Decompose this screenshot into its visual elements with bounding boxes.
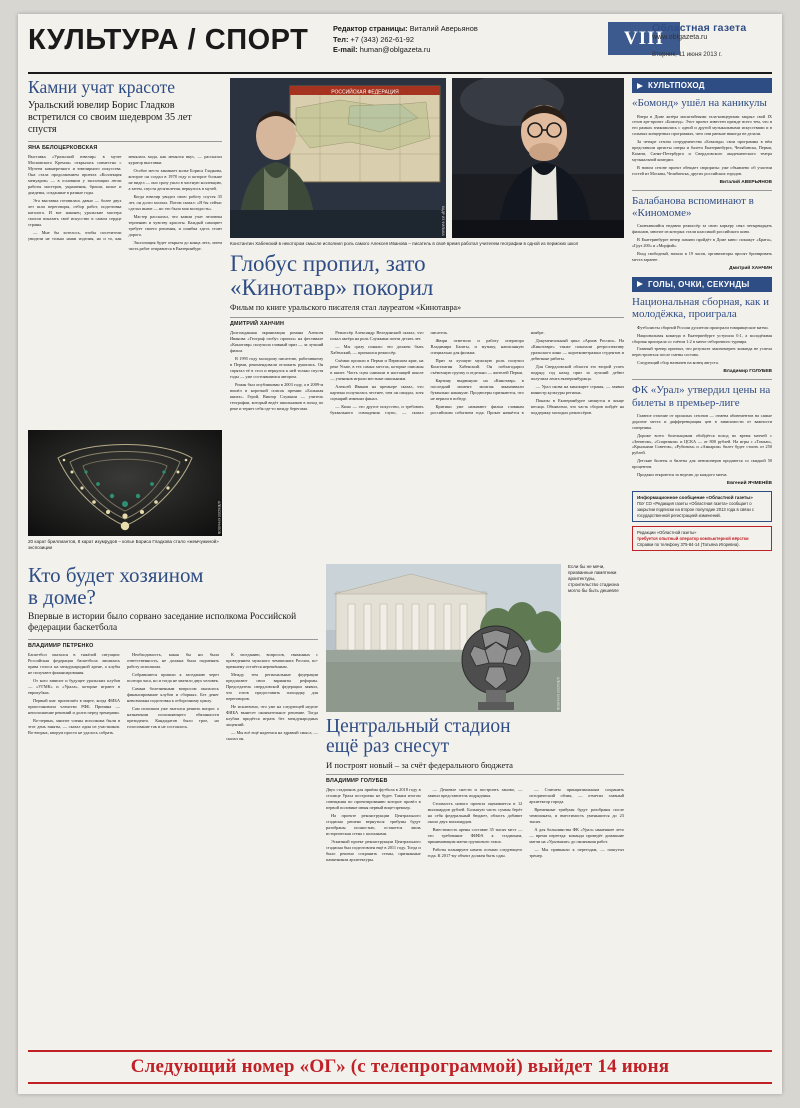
article1-photo-caption: 20 карат бриллиантов, 8 карат изумрудов – колье Бориса Гладкова стало «жемчужиной» экспозиции [28,539,219,550]
divider [230,317,624,318]
rail-item4-body [632,413,772,478]
info-box-text: ГБУ СО «Редакция газеты «Областная газета» сообщает о закрытии подписки на второе полугодие 2013 года в связи с государственной регистрацией изменений. [637,501,754,518]
next-issue-banner [28,1050,772,1084]
paragraph: За четыре сезона сотрудничества «Бомонда» свои программы в нём представили артисты оперы и балета Екатеринбурга, Челябинска, Перми, Казани, Санкт-Петербурга и Свердловского академического театра музыкальной комедии. [632,139,772,162]
paragraph: Национальная команда в Екатеринбурге уступила 0:1, а молодёжная сборная проиграла со счётом 1:2 в матче отборочного турнира. [632,332,772,344]
article-kamni-uchat-krasote [28,78,222,252]
article1-subtitle: Уральский ювелир Борис Гладков встретился со своим шедевром 35 лет спустя [28,100,192,136]
rail-item1-title: «Бомонд» ушёл на каникулы [632,97,767,110]
paragraph: Не исключено, что уже на следующей неделе ФИБА вынесет окончательное решение. Тогда клубам придётся играть без международных лицензий. [226,703,318,727]
paper-date: Вторник, 11 июня 2013 г. [652,51,723,58]
article4-title-line1: Центральный стадион [326,716,511,737]
divider [632,190,772,191]
info-announcement-box [632,491,772,522]
paragraph: Собравшиеся пришли к заседанию через полтора часа, но и тогда не хватило двух человек. [127,672,219,684]
job-ad-publisher: Редакции «Областной газеты» [637,530,697,536]
article-kto-budet-hozyainom [28,564,318,742]
paragraph: От кого зависит и будущее уральских клубов — «УГМК» и «Урала», которые играют в еврокубках. [28,678,120,695]
stadium-ball-photo [326,564,561,712]
next-issue-text: Следующий номер «ОГ» (с телепрограммой) выйдет 14 июня [130,1056,670,1077]
paragraph: — Дешевле снести и построить заново, — заявил представитель подрядчика. [427,787,523,799]
paragraph: Главный тренер признал, что результат закономерен: команда не успела перестроиться после смены состава. [632,346,772,358]
article4-side-note: Если бы не мячи, призванные памятники архитектуры, строительство стадиона могло бы быть дешевле [568,564,619,593]
paragraph: Следующий сбор назначен на конец августа. [637,360,719,366]
svg-text:РОССИЙСКАЯ ФЕДЕРАЦИЯ: РОССИЙСКАЯ ФЕДЕРАЦИЯ [331,89,399,96]
article2-photo-caption: Константин Хабенский в некотором смысле исполнил роль самого Алексея Иванова – писатель в своё время работал учителем географии в одной из пермских школ [230,241,579,246]
article2-title-line2: «Кинотавр» покорил [230,274,434,300]
paragraph: Долгожданная экранизация романа Алексея Иванова «Географ глобус пропил» на фестивале «Кинотавр» получила главный приз — за лучший фильм. [230,330,324,354]
rail-item3-title: Национальная сборная, как и молодёжка, проиграла [632,296,770,321]
paragraph: Роман был опубликован в 2003 году, а в 2009-м вошёл в короткий список премии «Большая книга». Герой, Виктор Служкин — учитель географии, который ведёт школьников в поход по реке и теряет себя где-то между берегами. [230,381,324,411]
triangle-icon [637,281,643,287]
job-ad-contact: Справки по телефону 375-84-14 (Татьяна Игоревна). [637,541,740,547]
paragraph: Съёмки прошли в Перми и Пермском крае, на реке Усьве, в тех самых местах, которые описаны в книге. Часть сцен снимали в настоящей школе — учеников играли местные школьники. [330,358,424,381]
paragraph: Временные трибуны будут разобраны после чемпионата, и вместимость уменьшится до 23 тысяч. [529,807,624,825]
page-number-badge: VIII [608,22,680,55]
paragraph: Самым болезненным вопросом оказалось финансирование клубов и сборных. Без денег невозможна подготовка к отборочному циклу. [127,686,219,703]
article4-lead: И построят новый – за счёт федерального бюджета [326,760,513,771]
paragraph: — Мы всё ещё надеемся на здравый смысл, — сказал он. [226,729,318,741]
rail-item4-title: ФК «Урал» утвердил цены на билеты в премьер-лиге [632,384,771,409]
triangle-icon [637,83,643,89]
rail-item1-signature: Виталий АВЕРЬЯНОВ [719,179,772,185]
paragraph: Необходимость, какая бы ни была ответственность, не должна была подменять работу исполкома. [127,652,219,670]
article2-lead: Фильм по книге уральского писателя стал лауреатом «Кинотавра» [230,303,462,313]
email-label: E-mail: [333,45,358,55]
article2-title [230,252,624,299]
article4-body [326,787,624,863]
rail-item2-body [632,223,772,263]
rail-section1-label: КУЛЬТПОХОД [648,81,705,90]
paragraph: Вчера в Доме актёра масштабными гала-концертами закрыл свой IX сезон арт-проект «Бомонд». Этот проект известен прежде всего тем, что в его рамках знакомились с одной и другой музыкальными искусствами и в сольных концертных программах, чего они раньше никогда не делали. [632,113,772,137]
stadium-with-ball-sculpture [326,564,561,712]
paragraph: Первый шаг произошёл в марте, когда ФИБА приостановила членство РФБ. Причина — неисполнение решений и долги перед тренерами. [28,697,120,715]
job-ad-box [632,526,772,551]
email-value: human@oblgazeta.ru [359,45,431,55]
rail-item1-body [632,114,772,177]
page-title: КУЛЬТУРА / СПОРТ [28,24,309,56]
paragraph: Жюри отметило и работу оператора Владимира Башты, и музыку, написанную специально для фильма. [430,338,524,356]
paragraph: Продажи откроются за неделю до каждого матча. [637,472,728,478]
article3-title [28,564,318,608]
rail-section-goly-ochki-sekundy [632,277,772,292]
rail-item2-title: Балабанова вспоминают в «Киномоме» [632,194,754,220]
paragraph: Особое место занимает колье Бориса Гладкова, которое он создал в 1978 году и которое больше не видел — оно сразу ушло в частную коллекцию, а затем, спустя десятилетия, вернулось в музей. [128,168,222,192]
phone-label: Тел: [333,34,349,44]
article2-byline: ДМИТРИЙ ХАНЧИН [230,321,285,328]
right-rail [632,78,772,551]
editor-info [333,24,513,56]
article3-lead: Впервые в истории было сорвано заседание исполкома Российской федерации баскетбола [28,612,297,634]
paragraph: Главное отличие от прошлых сезонов — отмена абонементов на самые дорогие места и дифференциация цен в зависимости от важности соперника. [632,412,772,430]
paragraph: — Мы привыкли к переездам, — пошутил тренер. [529,847,624,859]
necklace-illustration [28,430,222,536]
phone-value: +7 (343) 262-61-92 [350,34,414,44]
paragraph: Выставка «Уральский ювелир» в музее Московского Кремля» открылась совместно с Музеем камнерезного и ювелирного искусства. Она стала продолжением проекта «Коллекция мемуаров» — в основном у экспозиции легли работы мастеров, украшения, броши, колье и диадемы, созданные в разные годы. [28,154,122,196]
info-box-title: Информационное сообщение «Областной газеты» [637,495,753,501]
paragraph: — Считаем принципиальным сохранить исторический облик, — отметил главный архитектор города. [529,787,624,805]
paragraph: Эскизный проект реконструкции Центрального стадиона был подготовлен ещё в 2011 году. Тогда и было решено сохранить стены, признанные памятником архитектуры. [326,839,421,863]
paper-identity [652,22,772,58]
editor-name: Виталий Аверьянов [409,24,478,33]
rail-section2-label: ГОЛЫ, ОЧКИ, СЕКУНДЫ [648,279,750,289]
paragraph: Картину выдвинули на «Кинотавр» в последний момент: монтаж заканчивали буквально накануне. Продюсеры признаются, что не верили в победу. [430,377,524,401]
rail-item3-body [632,325,772,367]
portrait-still [452,78,624,238]
paragraph: — Мне бы хотелось, чтобы посетители увидели не только наши изделия, но и то, как менялась мода, как менялся вкус, — рассказал куратор выставки. [28,154,222,242]
paragraph: Баскетбол оказался в тяжёлой ситуации: Российская федерация баскетбола лишилась права голоса на международной арене, а клубы не получают финансирования. [28,652,120,676]
paragraph: В Екатеринбурге вечер памяти пройдёт в Доме кино: покажут «Брата», «Груз 200» и «Морфий». [632,237,772,249]
paragraph: На проекте реконструкции Центрального стадиона решено вернуться: трибуны будут разобраны полностью, останется лишь историческая стена с колоннами. [326,813,421,837]
article2-photos [230,78,624,238]
rail-item3-signature: Владимир ГОЛУБЕВ [723,369,772,375]
paragraph: Стоимость нового проекта оценивается в 12 миллиардов рублей. Большую часть суммы берёт на себя федеральный бюджет, область добавит около двух миллиардов. [427,801,523,825]
article3-title-line1: Кто будет хозяином [28,563,204,587]
photo-credit: АЛЕКСЕЙ КУНИЛОВ [217,500,221,534]
paragraph: Во-первых, многие члены исполкома были в этот день заняты, — сказал один из участников. Во-вторых, кворум просто не удалось собрать. [28,717,120,735]
paragraph: Для Свердловской области это второй успех подряд: год назад приз за лучший дебют получила лента екатеринбуржца. [530,363,624,381]
job-ad-headline: требуется опытный оператор компьютерной вёрстки [637,535,749,541]
paragraph: Показы в Екатеринбурге начнутся в конце месяца. Объявлено, что часть сборов пойдёт на поддержку молодых режиссёров. [530,397,624,415]
article2-body [230,330,624,416]
article4-byline: ВЛАДИМИР ГОЛУБЕВ [326,778,388,785]
paragraph: Документальный цикл «Архив России». На «Кинотавре» также показали ретроспективу уральского кино — короткометражки студентов и дебютные работы. [530,338,624,361]
paragraph: Между тем региональные федерации предлагают свои варианты реформы. Председатель свердловской федерации заявил, что готов предоставить площадку для переговоров. [226,672,318,701]
article3-byline: ВЛАДИМИР ПЕТРЕНКО [28,643,94,650]
paragraph: Критики уже называют фильм главным российским событием года. Прокат начнётся в ноябре. [430,330,545,415]
paragraph: Приз за лучшую мужскую роль получил Константин Хабенский. Он поблагодарил съёмочную группу и отдельно — жителей Перми. [430,358,524,375]
article1-body [28,154,222,252]
article4-title [326,717,624,757]
rail-item2-signature: Дмитрий ХАНЧИН [729,265,772,271]
paragraph: Когда ювелир увидел свою работу спустя 35 лет, он долго молчал. Потом сказал: «Я бы сейчас сделал иначе — но это была моя молодость». [128,194,222,212]
paragraph: — Кино — это другое искусство, и требовать буквального совпадения глупо, — сказал писатель. [330,330,449,415]
paragraph: Скончавшийся недавно режиссёр за свою карьеру снял четырнадцать фильмов, многие из которых стали классикой российского кино. [632,223,772,235]
content-grid [28,78,772,1038]
paragraph: — Мы сразу поняли: это должен быть Хабенский, — признался режиссёр. [330,344,424,356]
paragraph: — Урал снова на кинокарте страны, — заявил министр культуры региона. [530,383,624,395]
divider [28,639,318,640]
divider [28,141,222,142]
paragraph: К заседанию, вопросов, связанных с проведением мужского чемпионата России, по-прежнему остаётся нерешённым. [226,652,318,670]
paragraph: В новом сезоне проект обещает сюрпризы: уже объявлено об участии гостей из Москвы, Челябинска, других российских городов. [632,164,772,176]
article4-title-line2: ещё раз снесут [326,736,450,758]
paragraph: Экспозиция будет открыта до конца лета, затем часть работ отправится в Екатеринбург. [128,240,222,252]
article-globus-propil [230,78,624,416]
paragraph: Сам исполком уже пытался решить вопрос о назначении исполняющего обязанности президента. Кандидатов было трое, но голосование так и не состоялось. [127,705,219,729]
photo-writer-portrait [452,78,624,238]
paragraph: Работы планируют начать осенью следующего года. К 2017-му объект должен быть сдан. [427,847,523,859]
paragraph: Алексей Иванов на премьере сказал, что картина получилась честнее, чем он ожидал, хотя сценарий изменил финал. [330,383,424,401]
necklace-photo [28,430,222,536]
article3-title-line2: в доме? [28,585,96,610]
article1-byline: ЯНА БЕЛОЦЕРКОВСКАЯ [28,145,98,152]
photo-credit: АЛЕКСЕЙ КУНИЛОВ [556,676,560,710]
photo-credit: КАДР ИЗ ФИЛЬМА [441,206,445,236]
paragraph: Детские билеты и билеты для пенсионеров продаются со скидкой 50 процентов. [632,458,772,470]
paragraph: Эта выставка готовилась давно — более двух лет шли переговоры, отбор работ, подготовка каталога. И вот наконец уральские мастера смогли показать своё искусство в самом сердце страны. [28,198,122,228]
paragraph: Двух стадионов для приёма футбола в 2018 году в столице Урала построено не будет. Таким итогом совещания по проектированию которое провёл в первой половине июня первый вице-премьер. [326,787,421,811]
paragraph: Вход свободный, начало в 19 часов, организаторы просят бронировать места заранее. [632,251,772,262]
paragraph: Футболисты сборной России дуплетом проиграли товарищеские матчи. [637,324,769,330]
photo-khabensky-map [230,78,446,238]
article2-title-line1: Глобус пропил, зато [230,250,426,276]
divider [326,774,624,775]
article3-body [28,652,318,742]
article-centralnyy-stadion [326,564,624,863]
article1-title: Камни учат красоте [28,77,175,97]
paragraph: А для большинства ФК «Урал» нынешнее лето — время переезда: команда проведёт домашние матчи на «Уралмаше» до окончания работ. [529,827,624,845]
paper-url[interactable]: www.oblgazeta.ru [652,34,708,41]
rail-section-kultpohod [632,78,772,93]
newspaper-page [18,14,782,1094]
divider [632,379,772,380]
paragraph: Дороже всего болельщикам обойдётся поход во время матчей с «Зенитом», «Спартаком» и ЦСКА — от 800 рублей. На игры с «Томью», «Крыльями Советов», «Рубином» и «Амкаром» билет будет стоить от 250 рублей. [632,432,772,456]
paragraph: Вместимость арены составит 35 тысяч мест — это требование ФИФА к стадионам, принимающим матчи группового этапа. [427,827,523,845]
paragraph: Режиссёр Александр Велединский сказал, что искал актёра на роль Служкина почти десять лет. [330,330,424,342]
masthead [28,22,772,74]
paragraph: Мастер рассказал, что камни учат человека терпению и чувству красоты. Каждый самоцвет требует своего решения, и ошибка здесь стоит дорого. [128,214,222,238]
paper-name: Областная газета [652,22,747,34]
film-still-classroom [230,78,446,238]
editor-label: Редактор страницы: [333,24,408,33]
paragraph: В 1995 году молодому писателю, работавшему в Перми, рекомендовали отложить рукопись. Он спрятал её в стол и вернулся к ней только спустя годы — уже состоявшимся автором. [230,356,324,379]
rail-item4-signature: Евгений ЯЧМЕНЁВ [726,481,772,487]
